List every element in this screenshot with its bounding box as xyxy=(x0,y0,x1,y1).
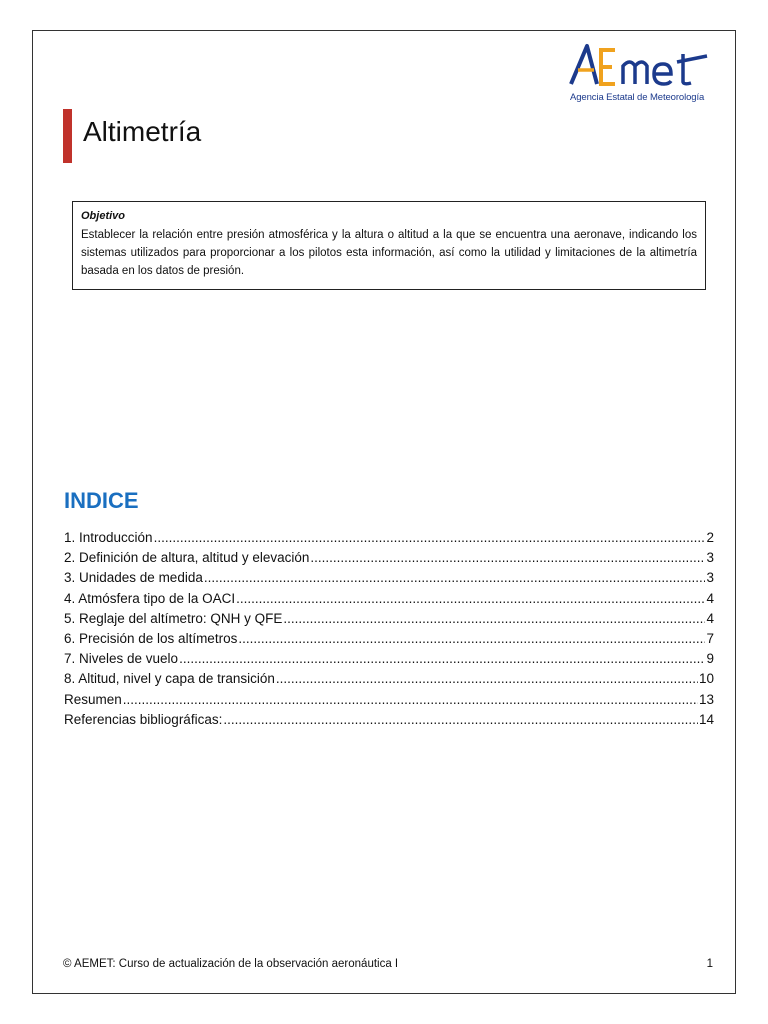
footer-copyright: © AEMET: Curso de actualización de la observación aeronáutica I xyxy=(63,958,399,970)
toc-entry[interactable] xyxy=(64,692,714,712)
logo-subtitle: Agencia Estatal de Meteorología xyxy=(570,92,705,103)
toc-entry-label: 6. Precisión de los altímetros xyxy=(64,630,238,646)
toc-leader-dots xyxy=(283,611,705,626)
toc-entry-page: 3 xyxy=(706,550,714,566)
toc-leader-dots xyxy=(276,671,698,686)
title-accent-bar xyxy=(63,109,72,163)
objective-text: Establecer la relación entre presión atmosférica y la altura o altitud a la que se encuentra una aeronave, indicando los sistemas utilizados para proporcionar a los pilotos esta información, así como la utilidad y limitaciones de la altimetría basada en los datos de presión. xyxy=(81,229,697,277)
toc-leader-dots xyxy=(236,591,705,606)
toc-entry[interactable] xyxy=(64,550,714,570)
toc-leader-dots xyxy=(123,692,698,707)
toc-entry-page: 2 xyxy=(706,530,714,545)
toc-entry-page: 10 xyxy=(698,671,714,687)
index-heading: INDICE xyxy=(64,488,139,513)
toc-leader-dots xyxy=(204,570,706,585)
toc-entry-label: 1. Introducción xyxy=(64,530,153,545)
toc-entry-page: 13 xyxy=(698,691,714,707)
page-footer xyxy=(63,958,713,970)
toc-leader-dots xyxy=(223,712,698,727)
toc-leader-dots xyxy=(154,530,706,545)
page-title: Altimetría xyxy=(83,116,202,147)
toc-entry-label: 2. Definición de altura, altitud y elevación xyxy=(64,550,310,566)
toc-leader-dots xyxy=(179,651,705,666)
toc-entry[interactable] xyxy=(64,631,714,651)
toc-entry[interactable] xyxy=(64,671,714,691)
toc-entry-page: 14 xyxy=(698,711,714,727)
table-of-contents xyxy=(64,530,714,732)
objective-heading: Objetivo xyxy=(81,210,126,222)
toc-entry-page: 3 xyxy=(706,570,714,586)
toc-entry[interactable] xyxy=(64,591,714,611)
toc-entry-label: 4. Atmósfera tipo de la OACI xyxy=(64,590,236,606)
toc-entry-label: Resumen xyxy=(64,691,122,707)
toc-entry-label: 3. Unidades de medida xyxy=(64,570,203,586)
toc-entry-page: 9 xyxy=(706,651,714,667)
toc-entry-page: 7 xyxy=(706,630,714,646)
toc-entry-label: 8. Altitud, nivel y capa de transición xyxy=(64,671,275,687)
aemet-logo-mark xyxy=(567,40,717,92)
toc-leader-dots xyxy=(238,631,705,646)
toc-entry[interactable] xyxy=(64,611,714,631)
toc-entry[interactable] xyxy=(64,651,714,671)
page-number: 1 xyxy=(706,958,713,970)
toc-entry[interactable] xyxy=(64,712,714,732)
toc-entry-page: 4 xyxy=(706,610,714,626)
toc-entry-page: 4 xyxy=(706,590,714,606)
objective-box xyxy=(72,201,706,290)
toc-entry[interactable] xyxy=(64,570,714,590)
toc-entry-label: 5. Reglaje del altímetro: QNH y QFE xyxy=(64,610,283,626)
aemet-logo xyxy=(567,40,717,108)
toc-leader-dots xyxy=(310,550,705,565)
toc-entry-label: 7. Niveles de vuelo xyxy=(64,651,179,667)
toc-entry[interactable] xyxy=(64,530,714,550)
toc-entry-label: Referencias bibliográficas: xyxy=(64,711,223,727)
